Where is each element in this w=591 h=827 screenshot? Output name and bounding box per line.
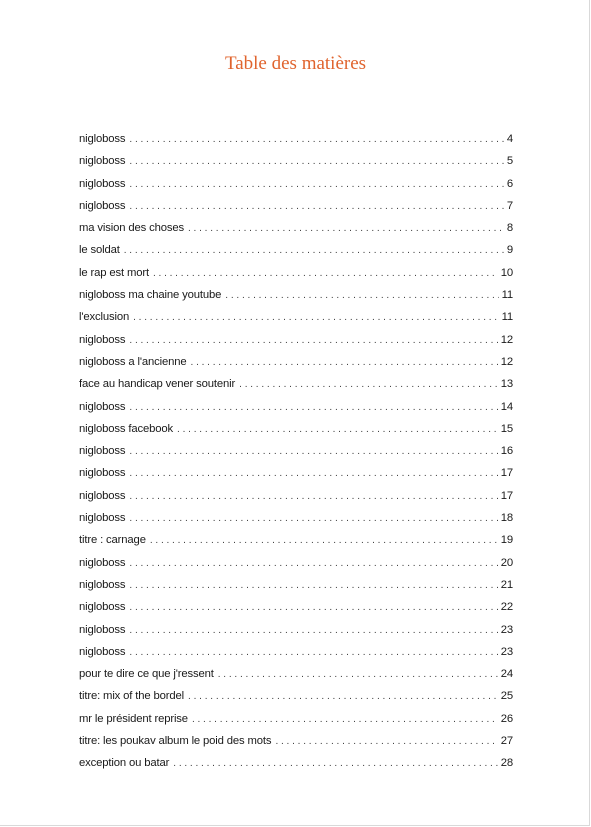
toc-entry-page-number: 23 bbox=[500, 623, 513, 636]
toc-dot-leader bbox=[153, 263, 498, 285]
toc-entry-page-number: 27 bbox=[500, 735, 513, 748]
toc-dot-leader bbox=[129, 330, 497, 352]
toc-entry-title: l'exclusion bbox=[79, 311, 130, 324]
toc-entry[interactable] bbox=[79, 329, 513, 351]
toc-dot-leader bbox=[133, 307, 498, 329]
toc-dot-leader bbox=[192, 709, 498, 731]
toc-entry-title: nigloboss bbox=[79, 623, 126, 636]
toc-dot-leader bbox=[129, 620, 497, 642]
page-title: Table des matières bbox=[224, 53, 367, 74]
toc-entry-title: nigloboss bbox=[79, 601, 126, 614]
toc-entry-title: nigloboss bbox=[79, 155, 126, 168]
toc-entry[interactable] bbox=[79, 574, 513, 596]
toc-entry-page-number: 12 bbox=[500, 355, 513, 368]
toc-entry[interactable] bbox=[79, 396, 513, 418]
toc-entry-page-number: 19 bbox=[500, 534, 513, 547]
toc-entry-page-number: 8 bbox=[506, 222, 513, 235]
toc-dot-leader bbox=[129, 553, 497, 575]
toc-entry[interactable] bbox=[79, 239, 513, 261]
toc-entry-title: exception ou batar bbox=[79, 757, 170, 770]
toc-entry-page-number: 6 bbox=[506, 177, 513, 190]
toc-entry-title: mr le président reprise bbox=[79, 712, 188, 725]
toc-entry[interactable] bbox=[79, 150, 513, 172]
toc-entry[interactable] bbox=[79, 195, 513, 217]
toc-entry-title: titre: les poukav album le poid des mots bbox=[79, 735, 272, 748]
toc-entry-page-number: 10 bbox=[500, 266, 513, 279]
toc-dot-leader bbox=[129, 397, 497, 419]
toc-dot-leader bbox=[129, 129, 503, 151]
toc-dot-leader bbox=[173, 753, 497, 775]
toc-dot-leader bbox=[239, 374, 498, 396]
toc-entry[interactable] bbox=[79, 730, 513, 752]
toc-entry-title: le soldat bbox=[79, 244, 120, 257]
toc-entry-page-number: 23 bbox=[500, 645, 513, 658]
toc-entry[interactable] bbox=[79, 262, 513, 284]
toc-entry[interactable] bbox=[79, 284, 513, 306]
toc-entry-page-number: 18 bbox=[500, 512, 513, 525]
toc-entry-page-number: 4 bbox=[506, 133, 513, 145]
toc-entry[interactable] bbox=[79, 373, 513, 395]
toc-entry-title: nigloboss bbox=[79, 177, 126, 190]
toc-entry-title: nigloboss bbox=[79, 512, 126, 525]
toc-entry-page-number: 24 bbox=[500, 668, 513, 681]
toc-dot-leader bbox=[129, 597, 497, 619]
toc-entry-title: nigloboss bbox=[79, 489, 126, 502]
toc-dot-leader bbox=[188, 686, 498, 708]
toc-entry-title: nigloboss bbox=[79, 578, 126, 591]
toc-dot-leader bbox=[129, 575, 497, 597]
toc-entry-page-number: 25 bbox=[500, 690, 513, 703]
toc-dot-leader bbox=[129, 508, 497, 530]
toc-entry-page-number: 9 bbox=[506, 244, 513, 257]
toc-entry-title: nigloboss bbox=[79, 199, 126, 212]
toc-entry-title: titre: mix of the bordel bbox=[79, 690, 185, 703]
toc-entry[interactable] bbox=[79, 663, 513, 685]
toc-dot-leader bbox=[225, 285, 498, 307]
toc-entry[interactable] bbox=[79, 217, 513, 239]
toc-entry-title: nigloboss bbox=[79, 133, 126, 145]
toc-entry-page-number: 11 bbox=[501, 311, 513, 324]
toc-entry-page-number: 7 bbox=[506, 199, 513, 212]
toc-entry[interactable] bbox=[79, 641, 513, 663]
toc-dot-leader bbox=[129, 196, 503, 218]
toc-entry-page-number: 28 bbox=[500, 757, 513, 770]
toc-entry[interactable] bbox=[79, 708, 513, 730]
toc-entry[interactable] bbox=[79, 619, 513, 641]
toc-dot-leader bbox=[150, 530, 498, 552]
toc-entry[interactable] bbox=[79, 440, 513, 462]
toc-entry-page-number: 12 bbox=[500, 333, 513, 346]
toc-dot-leader bbox=[124, 240, 504, 262]
toc-entry[interactable] bbox=[79, 552, 513, 574]
toc-entry-page-number: 5 bbox=[506, 155, 513, 168]
toc-entry-page-number: 14 bbox=[500, 400, 513, 413]
toc-entry-page-number: 20 bbox=[500, 556, 513, 569]
toc-entry-title: nigloboss a l'ancienne bbox=[79, 355, 187, 368]
toc-dot-leader bbox=[188, 218, 504, 240]
toc-entry[interactable] bbox=[79, 507, 513, 529]
toc-dot-leader bbox=[177, 419, 498, 441]
toc-entry-title: nigloboss bbox=[79, 445, 126, 458]
toc-entry[interactable] bbox=[79, 351, 513, 373]
toc-dot-leader bbox=[129, 486, 497, 508]
toc-entry-title: nigloboss bbox=[79, 645, 126, 658]
toc-dot-leader bbox=[218, 664, 498, 686]
toc-entry-page-number: 15 bbox=[500, 422, 513, 435]
toc-entry[interactable] bbox=[79, 128, 513, 150]
toc-entry-page-number: 13 bbox=[500, 378, 513, 391]
toc-entry-page-number: 21 bbox=[500, 578, 513, 591]
toc-entry[interactable] bbox=[79, 685, 513, 707]
toc-entry-title: nigloboss bbox=[79, 333, 126, 346]
toc-entry-title: face au handicap vener soutenir bbox=[79, 378, 236, 391]
toc-entry-page-number: 17 bbox=[500, 489, 513, 502]
toc-entry-page-number: 22 bbox=[500, 601, 513, 614]
toc-dot-leader bbox=[129, 642, 497, 664]
toc-dot-leader bbox=[129, 151, 503, 173]
toc-entry-title: ma vision des choses bbox=[79, 222, 184, 235]
toc-dot-leader bbox=[191, 352, 498, 374]
toc-entry-title: le rap est mort bbox=[79, 266, 149, 279]
toc-entry[interactable] bbox=[79, 306, 513, 328]
toc-dot-leader bbox=[129, 441, 497, 463]
toc-entry-title: titre : carnage bbox=[79, 534, 146, 547]
toc-dot-leader bbox=[129, 463, 497, 485]
toc-entry-page-number: 16 bbox=[500, 445, 513, 458]
toc-entry[interactable] bbox=[79, 418, 513, 440]
toc-entry[interactable] bbox=[79, 173, 513, 195]
toc-entry-title: pour te dire ce que j'ressent bbox=[79, 668, 214, 681]
table-of-contents bbox=[79, 128, 513, 775]
toc-dot-leader bbox=[275, 731, 497, 753]
toc-entry[interactable] bbox=[79, 596, 513, 618]
toc-entry-title: nigloboss ma chaine youtube bbox=[79, 289, 222, 302]
toc-entry[interactable] bbox=[79, 462, 513, 484]
toc-entry[interactable] bbox=[79, 529, 513, 551]
toc-entry[interactable] bbox=[79, 485, 513, 507]
toc-entry-title: nigloboss facebook bbox=[79, 422, 174, 435]
toc-entry-page-number: 26 bbox=[500, 712, 513, 725]
toc-entry-title: nigloboss bbox=[79, 556, 126, 569]
toc-entry-title: nigloboss bbox=[79, 400, 126, 413]
toc-entry-page-number: 17 bbox=[500, 467, 513, 480]
toc-entry-title: nigloboss bbox=[79, 467, 126, 480]
toc-entry-page-number: 11 bbox=[501, 289, 513, 302]
toc-entry[interactable] bbox=[79, 752, 513, 774]
toc-dot-leader bbox=[129, 174, 503, 196]
